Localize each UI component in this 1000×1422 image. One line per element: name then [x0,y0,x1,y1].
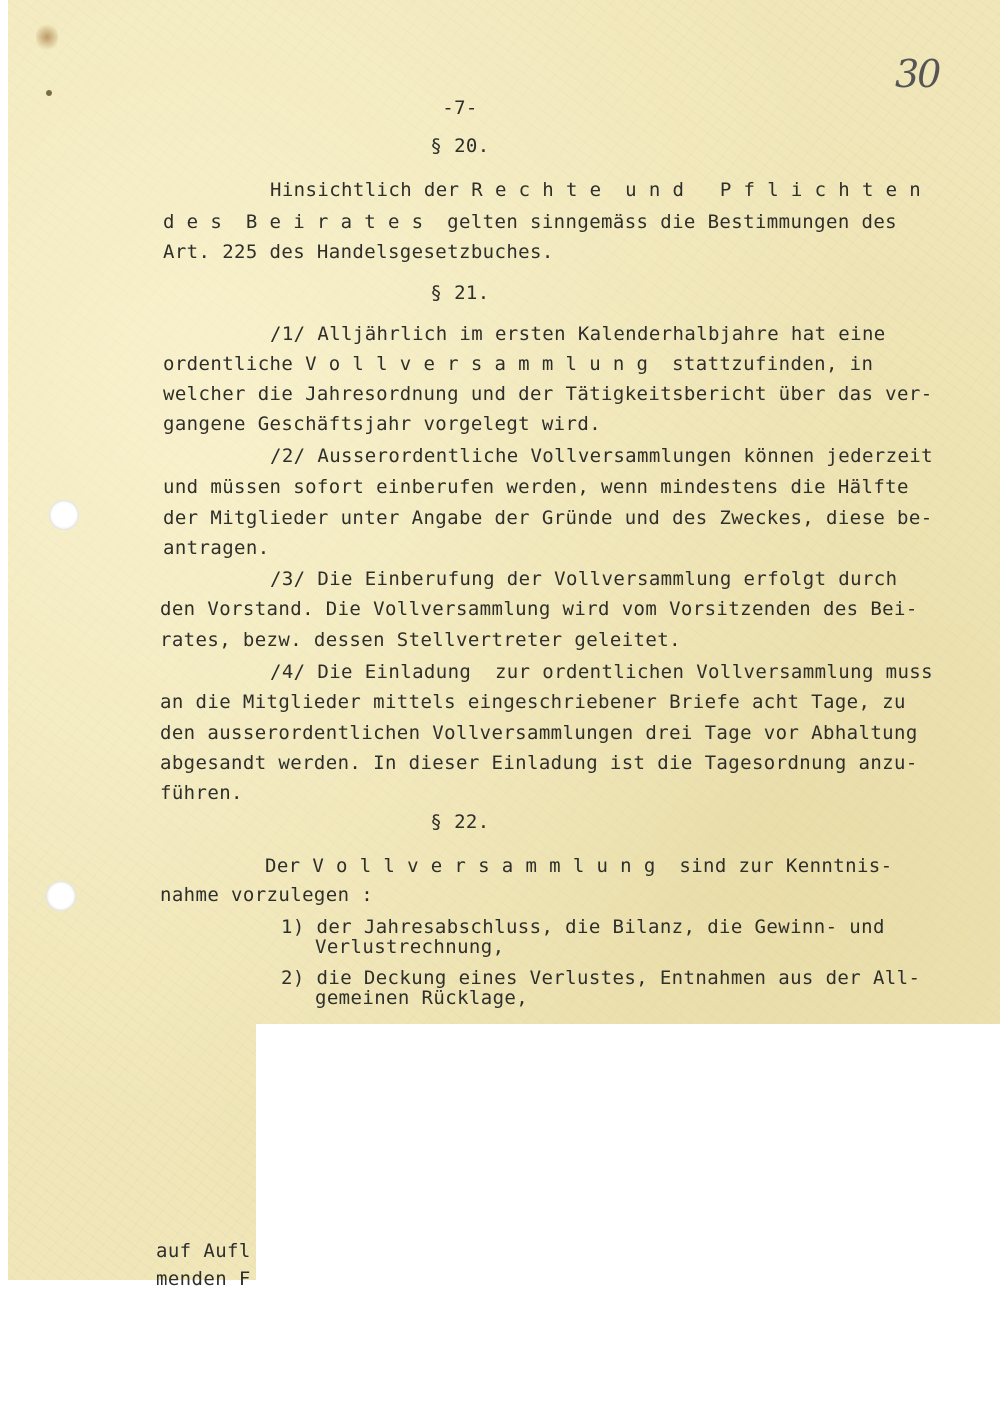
text-line: Der V o l l v e r s a m m l u n g sind zur Kenntnis- [265,855,893,877]
text-line: nahme vorzulegen : [160,884,374,906]
text-line: /2/ Ausserordentliche Vollversammlungen können jederzeit [270,445,933,467]
text-line: den Vorstand. Die Vollversammlung wird vom Vorsitzenden des Bei- [160,598,918,620]
text-line: führen. [160,782,243,804]
text-line: d e s B e i r a t e s gelten sinngemäss die Bestimmungen des [163,211,898,233]
text-line: rates, bezw. dessen Stellvertreter geleitet. [160,629,681,651]
section-heading-21: § 21. [430,282,490,304]
text-fragment: menden F [156,1268,251,1290]
text-line: welcher die Jahresordnung und der Tätigkeitsbericht über das ver- [163,383,933,405]
text-line: Hinsichtlich der R e c h t e u n d P f l i c h t e n [270,179,922,201]
text-line: der Mitglieder unter Angabe der Gründe und des Zweckes, diese be- [163,507,933,529]
text-line: antragen. [163,537,270,559]
punch-hole [46,881,76,911]
folio-number: 30 [895,52,940,96]
list-item-continuation: Verlustrechnung, [315,936,505,958]
list-item: 2) die Deckung eines Verlustes, Entnahmen aus der All- [281,967,921,989]
text-fragment: auf Aufl [156,1240,251,1262]
text-line: und müssen sofort einberufen werden, wenn mindestens die Hälfte [163,476,909,498]
text-line: /1/ Alljährlich im ersten Kalenderhalbjahre hat eine [270,323,886,345]
staple-mark [46,90,52,96]
text-line: /4/ Die Einladung zur ordentlichen Vollversammlung muss [270,661,933,683]
text-line: den ausserordentlichen Vollversammlungen drei Tage vor Abhaltung [160,722,918,744]
text-line: /3/ Die Einberufung der Vollversammlung erfolgt durch [270,568,898,590]
text-line: an die Mitglieder mittels eingeschriebener Briefe acht Tage, zu [160,691,906,713]
section-heading-22: § 22. [430,811,490,833]
list-item: 1) der Jahresabschluss, die Bilanz, die Gewinn- und [281,916,885,938]
page-number: -7- [442,97,478,119]
section-heading-20: § 20. [430,135,490,157]
rust-stain [36,22,58,52]
text-line: gangene Geschäftsjahr vorgelegt wird. [163,413,602,435]
redaction-block [256,1024,1000,1280]
text-line: Art. 225 des Handelsgesetzbuches. [163,241,554,263]
text-line: abgesandt werden. In dieser Einladung ist die Tagesordnung anzu- [160,752,918,774]
scan-edge [0,0,8,1280]
text-line: ordentliche V o l l v e r s a m m l u n g stattzufinden, in [163,353,874,375]
punch-hole [49,500,79,530]
list-item-continuation: gemeinen Rücklage, [315,987,529,1009]
